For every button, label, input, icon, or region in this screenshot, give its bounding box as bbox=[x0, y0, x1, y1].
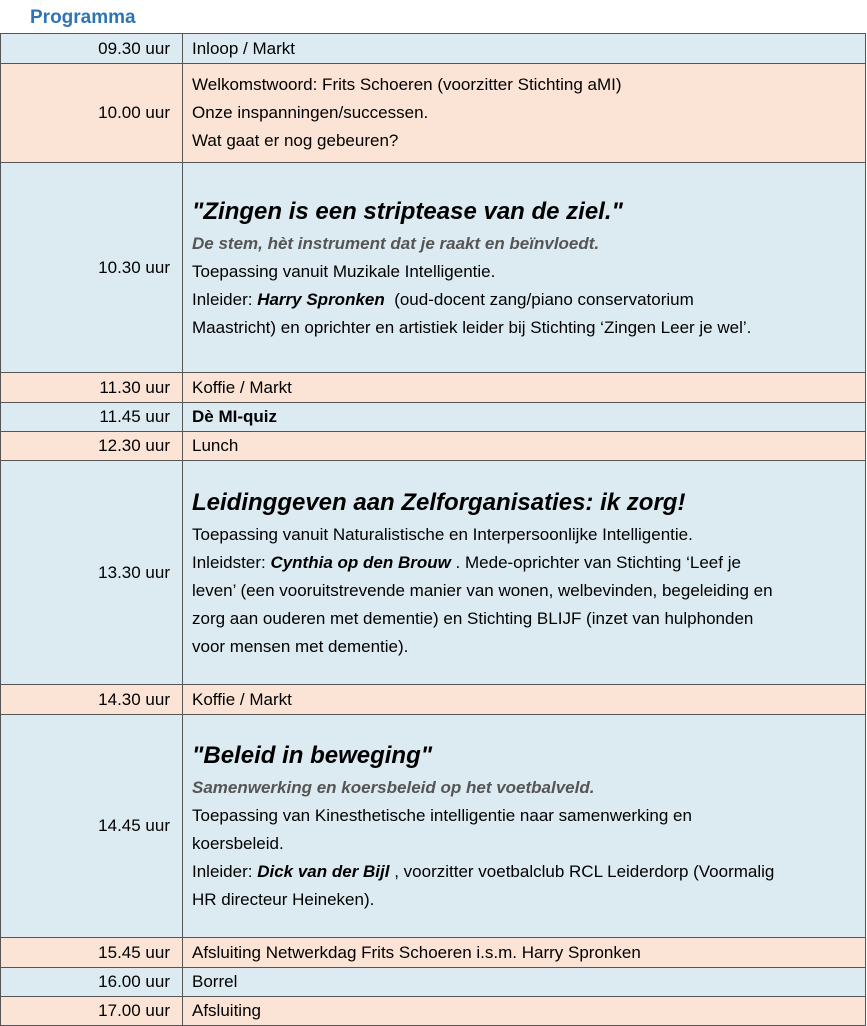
session-title: "Zingen is een striptease van de ziel." bbox=[192, 197, 623, 225]
text-line: Maastricht) en oprichter en artistiek leider bij Stichting ‘Zingen Leer je wel’. bbox=[192, 317, 752, 337]
desc-cell: Inloop / Markt bbox=[183, 34, 866, 64]
table-row bbox=[1, 34, 866, 64]
table-row bbox=[1, 373, 866, 403]
speaker-prefix: Inleidster: bbox=[192, 552, 271, 572]
table-row bbox=[1, 997, 866, 1026]
desc-cell: Koffie / Markt bbox=[183, 685, 866, 715]
time-cell: 13.30 uur bbox=[1, 461, 183, 685]
desc-cell bbox=[183, 163, 866, 373]
time-cell: 11.45 uur bbox=[1, 403, 183, 432]
session-title: "Beleid in beweging" bbox=[192, 742, 433, 769]
table-row bbox=[1, 461, 866, 685]
desc-cell: Afsluiting Netwerkdag Frits Schoeren i.s.m. Harry Spronken bbox=[183, 938, 866, 968]
desc-cell: Borrel bbox=[183, 968, 866, 997]
time-cell: 14.45 uur bbox=[1, 715, 183, 938]
text-line: koersbeleid. bbox=[192, 834, 284, 853]
session-subtitle: De stem, hèt instrument dat je raakt en beïnvloedt. bbox=[192, 233, 600, 253]
text-line: Toepassing vanuit Naturalistische en Interpersoonlijke Intelligentie. bbox=[192, 524, 693, 544]
desc-cell bbox=[183, 461, 866, 685]
time-cell: 11.30 uur bbox=[1, 373, 183, 403]
text-line: Toepassing vanuit Muzikale Intelligentie. bbox=[192, 261, 496, 281]
time-cell: 10.30 uur bbox=[1, 163, 183, 373]
time-cell: 15.45 uur bbox=[1, 938, 183, 968]
table-row bbox=[1, 938, 866, 968]
time-cell: 17.00 uur bbox=[1, 997, 183, 1026]
desc-cell bbox=[183, 715, 866, 938]
speaker-prefix: Inleider: bbox=[192, 862, 258, 881]
speaker-info: . Mede-oprichter van Stichting ‘Leef je bbox=[450, 552, 741, 572]
table-row bbox=[1, 64, 866, 163]
text-line: leven’ (een vooruitstrevende manier van wonen, welbevinden, begeleiding en bbox=[192, 580, 773, 600]
speaker-line bbox=[192, 286, 861, 314]
time-cell: 10.00 uur bbox=[1, 64, 183, 163]
desc-cell bbox=[183, 64, 866, 163]
table-row bbox=[1, 432, 866, 461]
speaker-info: (oud-docent zang/piano conservatorium bbox=[384, 289, 694, 309]
speaker-name: Cynthia op den Brouw bbox=[270, 552, 451, 572]
session-subtitle: Samenwerking en koersbeleid op het voetbalveld. bbox=[192, 778, 595, 797]
text-line: HR directeur Heineken). bbox=[192, 890, 375, 909]
program-heading: Programma bbox=[30, 7, 136, 28]
desc-cell: Koffie / Markt bbox=[183, 373, 866, 403]
table-row bbox=[1, 968, 866, 997]
desc-cell: Dè MI-quiz bbox=[183, 403, 866, 432]
speaker-info: , voorzitter voetbalclub RCL Leiderdorp (Voormalig bbox=[389, 862, 775, 881]
text-line: Toepassing van Kinesthetische intelligentie naar samenwerking en bbox=[192, 806, 692, 825]
time-cell: 12.30 uur bbox=[1, 432, 183, 461]
session-title: Leidinggeven aan Zelforganisaties: ik zorg! bbox=[192, 488, 686, 516]
program-table bbox=[0, 33, 866, 1026]
speaker-line bbox=[192, 549, 861, 577]
text-line: zorg aan ouderen met dementie) en Stichting BLIJF (inzet van hulphonden bbox=[192, 608, 754, 628]
text-line: Onze inspanningen/successen. bbox=[192, 103, 429, 122]
desc-cell: Afsluiting bbox=[183, 997, 866, 1026]
table-row bbox=[1, 163, 866, 373]
text-line: voor mensen met dementie). bbox=[192, 636, 409, 656]
table-row bbox=[1, 715, 866, 938]
table-row bbox=[1, 685, 866, 715]
speaker-prefix: Inleider: bbox=[192, 289, 258, 309]
speaker-line bbox=[192, 858, 861, 886]
table-row bbox=[1, 403, 866, 432]
time-cell: 09.30 uur bbox=[1, 34, 183, 64]
time-cell: 16.00 uur bbox=[1, 968, 183, 997]
speaker-name: Harry Spronken bbox=[257, 289, 385, 309]
text-line: Wat gaat er nog gebeuren? bbox=[192, 131, 399, 150]
speaker-name: Dick van der Bijl bbox=[257, 862, 390, 881]
time-cell: 14.30 uur bbox=[1, 685, 183, 715]
desc-cell: Lunch bbox=[183, 432, 866, 461]
text-line: Welkomstwoord: Frits Schoeren (voorzitter Stichting aMI) bbox=[192, 75, 622, 94]
